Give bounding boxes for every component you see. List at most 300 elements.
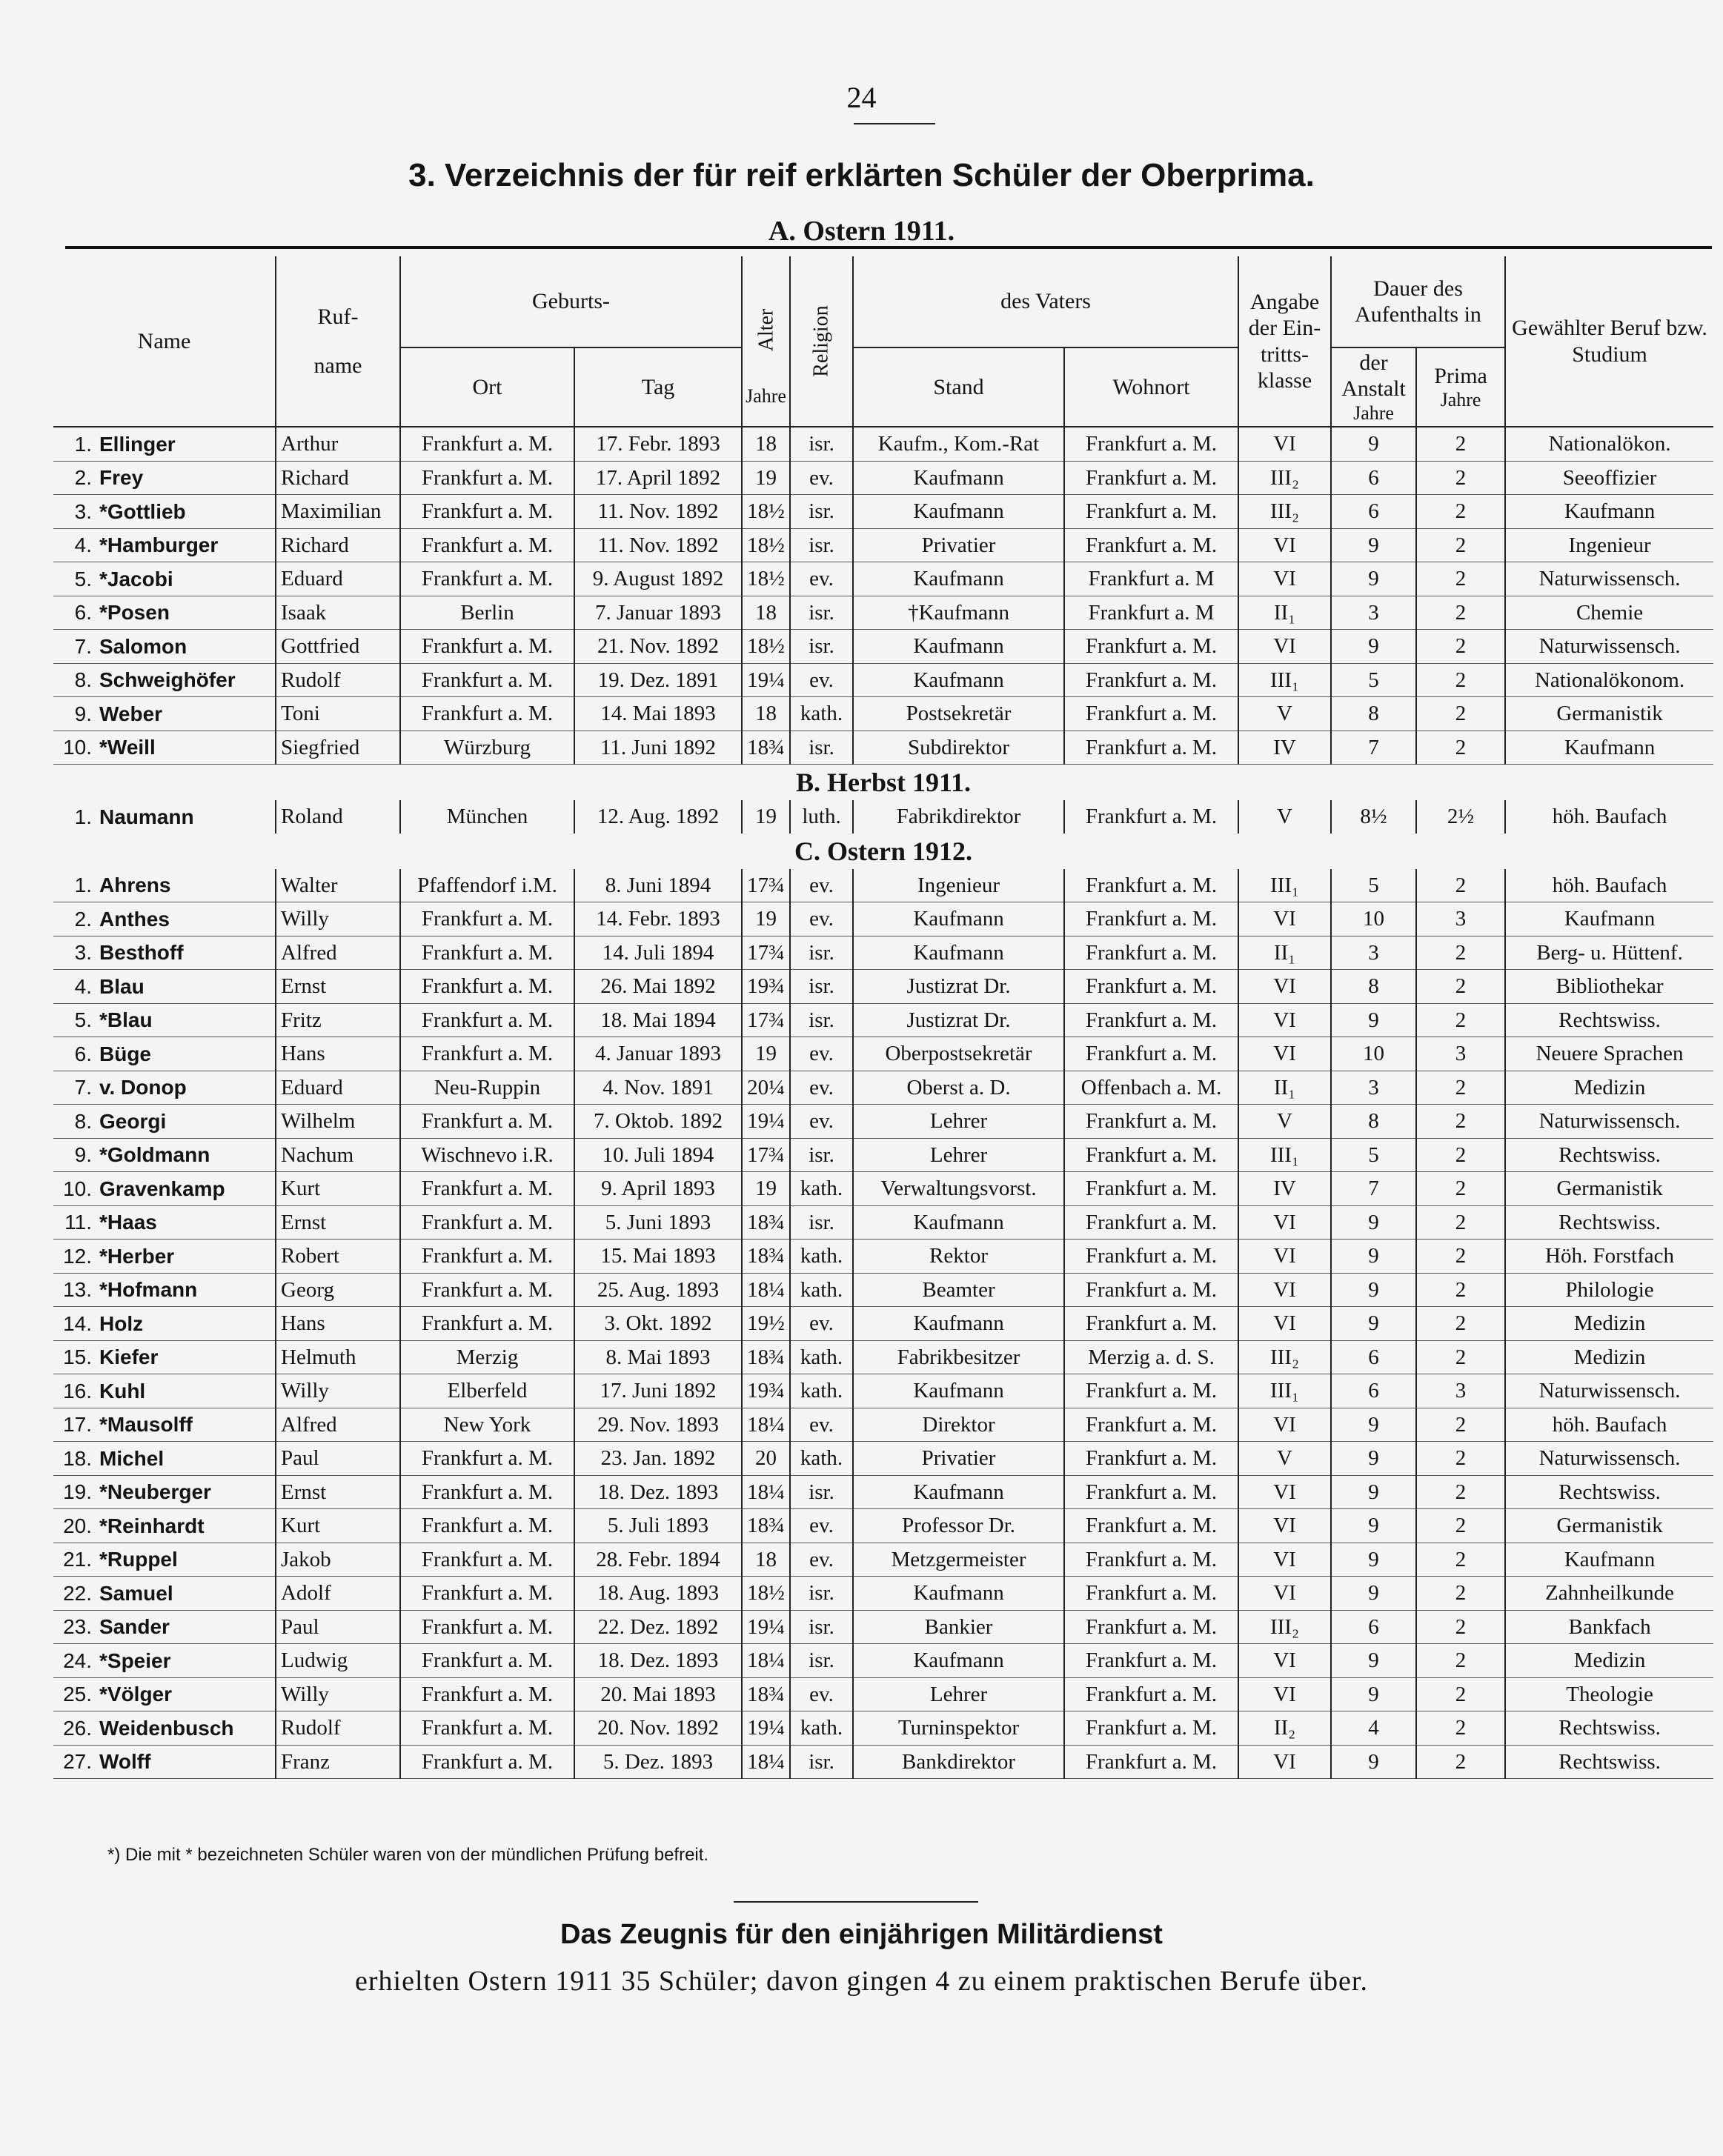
chosen-career: Nationalökon. [1505, 427, 1713, 461]
father-residence: Frankfurt a. M. [1064, 1644, 1238, 1678]
table-row [53, 1071, 1713, 1105]
rufname: Ernst [276, 1475, 400, 1509]
age: 18¾ [742, 731, 790, 765]
row-number: 1. [74, 432, 92, 456]
age: 18½ [742, 495, 790, 529]
student-surname: *Herber [99, 1244, 175, 1268]
header-anstalt-jahre: Jahre [1353, 402, 1394, 424]
birth-place: Frankfurt a. M. [400, 1711, 574, 1746]
age: 19¼ [742, 1610, 790, 1644]
row-number: 5. [74, 1008, 92, 1032]
entry-class: III₂ [1238, 461, 1331, 495]
father-residence: Frankfurt a. M. [1064, 1003, 1238, 1037]
birth-date: 10. Juli 1894 [574, 1138, 742, 1172]
years-in-prima: 2 [1416, 1273, 1505, 1307]
rufname: Rudolf [276, 663, 400, 697]
father-occupation: Lehrer [853, 1677, 1064, 1711]
chosen-career: Seeoffizier [1505, 461, 1713, 495]
birth-date: 17. April 1892 [574, 461, 742, 495]
birth-date: 23. Jan. 1892 [574, 1442, 742, 1476]
rufname: Jakob [276, 1543, 400, 1577]
father-residence: Frankfurt a. M. [1064, 1307, 1238, 1341]
title-rule [65, 246, 1712, 249]
father-residence: Frankfurt a. M. [1064, 1138, 1238, 1172]
zeugnis-text: erhielten Ostern 1911 35 Schüler; davon gingen 4 zu einem praktischen Berufe über. [355, 1966, 1368, 1997]
birth-date: 5. Juli 1893 [574, 1509, 742, 1543]
student-surname: *Ruppel [99, 1548, 178, 1571]
rufname: Roland [276, 800, 400, 834]
father-occupation: Kaufm., Kom.-Rat [853, 427, 1064, 461]
student-name [53, 630, 276, 664]
section-a-rows [53, 427, 1713, 765]
row-number: 7. [74, 634, 92, 658]
years-in-prima: 2 [1416, 697, 1505, 731]
student-name [53, 1037, 276, 1071]
birth-place: Würzburg [400, 731, 574, 765]
student-surname: *Mausolff [99, 1413, 193, 1437]
religion: isr. [790, 630, 853, 664]
rufname: Robert [276, 1240, 400, 1274]
rufname: Alfred [276, 936, 400, 970]
section-a-heading: A. Ostern 1911. [768, 216, 955, 247]
father-occupation: Kaufmann [853, 936, 1064, 970]
birth-date: 11. Nov. 1892 [574, 495, 742, 529]
father-occupation: Kaufmann [853, 1205, 1064, 1240]
entry-class: VI [1238, 1475, 1331, 1509]
father-occupation: Kaufmann [853, 663, 1064, 697]
years-at-school: 8½ [1331, 800, 1416, 834]
entry-class: VI [1238, 1644, 1331, 1678]
age: 19¼ [742, 1711, 790, 1746]
table-row [53, 970, 1713, 1004]
chosen-career: Medizin [1505, 1071, 1713, 1105]
father-occupation: Kaufmann [853, 461, 1064, 495]
entry-class: VI [1238, 1240, 1331, 1274]
years-in-prima: 2 [1416, 630, 1505, 664]
table-row [53, 1172, 1713, 1206]
father-residence: Frankfurt a. M. [1064, 1677, 1238, 1711]
age: 18½ [742, 1577, 790, 1611]
chosen-career: Rechtswiss. [1505, 1711, 1713, 1746]
header-alter-label: Alter [754, 308, 777, 352]
father-residence: Frankfurt a. M. [1064, 970, 1238, 1004]
years-in-prima: 2 [1416, 1205, 1505, 1240]
rufname: Willy [276, 902, 400, 936]
student-name [53, 562, 276, 596]
father-residence: Frankfurt a. M [1064, 562, 1238, 596]
father-occupation: Fabrikdirektor [853, 800, 1064, 834]
rufname: Hans [276, 1307, 400, 1341]
years-at-school: 6 [1331, 461, 1416, 495]
birth-date: 11. Nov. 1892 [574, 528, 742, 562]
row-number: 2. [74, 907, 92, 931]
row-number: 15. [63, 1345, 92, 1369]
father-occupation: Justizrat Dr. [853, 1003, 1064, 1037]
father-residence: Frankfurt a. M. [1064, 936, 1238, 970]
entry-class: VI [1238, 1543, 1331, 1577]
row-number: 4. [74, 533, 92, 557]
years-in-prima: 2 [1416, 663, 1505, 697]
row-number: 11. [64, 1211, 92, 1234]
birth-date: 20. Mai 1893 [574, 1677, 742, 1711]
header-beruf: Gewählter Beruf bzw. Studium [1505, 256, 1713, 427]
chosen-career: Neuere Sprachen [1505, 1037, 1713, 1071]
row-number: 20. [63, 1514, 92, 1537]
chosen-career: Bankfach [1505, 1610, 1713, 1644]
age: 18½ [742, 630, 790, 664]
father-residence: Frankfurt a. M. [1064, 731, 1238, 765]
row-number: 12. [63, 1244, 92, 1268]
years-at-school: 9 [1331, 427, 1416, 461]
father-residence: Merzig a. d. S. [1064, 1340, 1238, 1374]
religion: ev. [790, 902, 853, 936]
birth-date: 18. Mai 1894 [574, 1003, 742, 1037]
student-name [53, 902, 276, 936]
entry-class: II₂ [1238, 1711, 1331, 1746]
birth-place: Frankfurt a. M. [400, 936, 574, 970]
table-row [53, 1138, 1713, 1172]
rufname: Rudolf [276, 1711, 400, 1746]
rufname: Ernst [276, 1205, 400, 1240]
entry-class: II₁ [1238, 596, 1331, 630]
chosen-career: Rechtswiss. [1505, 1475, 1713, 1509]
student-name [53, 936, 276, 970]
years-in-prima: 3 [1416, 1037, 1505, 1071]
student-surname: *Haas [99, 1211, 157, 1234]
birth-place: Frankfurt a. M. [400, 1105, 574, 1139]
rufname: Hans [276, 1037, 400, 1071]
rufname: Eduard [276, 1071, 400, 1105]
entry-class: VI [1238, 970, 1331, 1004]
table-row [53, 936, 1713, 970]
entry-class: VI [1238, 562, 1331, 596]
row-number: 7. [74, 1076, 92, 1099]
birth-date: 19. Dez. 1891 [574, 663, 742, 697]
birth-date: 14. Febr. 1893 [574, 902, 742, 936]
father-occupation: Bankier [853, 1610, 1064, 1644]
section-c [53, 834, 1713, 869]
row-number: 5. [74, 567, 92, 590]
age: 19 [742, 902, 790, 936]
student-name [53, 1442, 276, 1476]
years-at-school: 9 [1331, 1408, 1416, 1442]
row-number: 18. [63, 1446, 92, 1470]
birth-date: 7. Oktob. 1892 [574, 1105, 742, 1139]
years-in-prima: 2 [1416, 596, 1505, 630]
father-residence: Frankfurt a. M. [1064, 1374, 1238, 1408]
student-name [53, 663, 276, 697]
years-at-school: 8 [1331, 697, 1416, 731]
student-name [53, 1408, 276, 1442]
birth-place: Merzig [400, 1340, 574, 1374]
chosen-career: Kaufmann [1505, 1543, 1713, 1577]
student-name [53, 1509, 276, 1543]
student-name [53, 1711, 276, 1746]
rufname: Eduard [276, 562, 400, 596]
years-in-prima: 2 [1416, 869, 1505, 902]
entry-class: VI [1238, 1205, 1331, 1240]
rufname: Ernst [276, 970, 400, 1004]
birth-date: 18. Dez. 1893 [574, 1644, 742, 1678]
religion: ev. [790, 1105, 853, 1139]
religion: ev. [790, 461, 853, 495]
birth-date: 17. Juni 1892 [574, 1374, 742, 1408]
chosen-career: Germanistik [1505, 697, 1713, 731]
chosen-career: höh. Baufach [1505, 869, 1713, 902]
student-surname: Ellinger [99, 432, 176, 456]
table-row [53, 1475, 1713, 1509]
age: 18 [742, 596, 790, 630]
student-surname: v. Donop [99, 1076, 187, 1099]
years-in-prima: 2 [1416, 1071, 1505, 1105]
chosen-career: Höh. Forstfach [1505, 1240, 1713, 1274]
chosen-career: Medizin [1505, 1340, 1713, 1374]
age: 18½ [742, 528, 790, 562]
table-row [53, 1240, 1713, 1274]
father-occupation: Kaufmann [853, 630, 1064, 664]
years-at-school: 3 [1331, 1071, 1416, 1105]
father-residence: Frankfurt a. M. [1064, 1205, 1238, 1240]
entry-class: IV [1238, 1172, 1331, 1206]
birth-place: Frankfurt a. M. [400, 970, 574, 1004]
religion: isr. [790, 970, 853, 1004]
religion: ev. [790, 1509, 853, 1543]
row-number: 1. [74, 874, 92, 897]
student-surname: *Völger [99, 1683, 173, 1706]
age: 17¾ [742, 1138, 790, 1172]
table-row [53, 697, 1713, 731]
student-surname: Ahrens [99, 874, 171, 897]
years-in-prima: 2 [1416, 1340, 1505, 1374]
rufname: Paul [276, 1442, 400, 1476]
father-occupation: Turninspektor [853, 1711, 1064, 1746]
entry-class: VI [1238, 902, 1331, 936]
student-name [53, 1340, 276, 1374]
entry-class: VI [1238, 1003, 1331, 1037]
zeugnis-title: Das Zeugnis für den einjährigen Militärdienst [560, 1919, 1163, 1950]
table-row [53, 1273, 1713, 1307]
student-surname: *Hamburger [99, 533, 219, 557]
row-number: 6. [74, 1042, 92, 1065]
years-in-prima: 2 [1416, 1711, 1505, 1746]
entry-class: III₂ [1238, 495, 1331, 529]
row-number: 4. [74, 974, 92, 998]
years-at-school: 3 [1331, 936, 1416, 970]
student-surname: Kiefer [99, 1345, 159, 1369]
religion: isr. [790, 1610, 853, 1644]
religion: isr. [790, 528, 853, 562]
rufname: Gottfried [276, 630, 400, 664]
student-surname: Holz [99, 1311, 144, 1335]
years-at-school: 7 [1331, 731, 1416, 765]
father-residence: Frankfurt a. M. [1064, 1610, 1238, 1644]
header-name: Name [53, 256, 276, 427]
row-number: 9. [74, 1143, 92, 1167]
father-occupation: Oberpostsekretär [853, 1037, 1064, 1071]
birth-place: Frankfurt a. M. [400, 663, 574, 697]
years-in-prima: 3 [1416, 1374, 1505, 1408]
student-name [53, 1205, 276, 1240]
rufname: Arthur [276, 427, 400, 461]
religion: ev. [790, 1071, 853, 1105]
age: 19½ [742, 1307, 790, 1341]
table-row [53, 495, 1713, 529]
father-occupation: Subdirektor [853, 731, 1064, 765]
rufname: Wilhelm [276, 1105, 400, 1139]
student-surname: Büge [99, 1042, 151, 1065]
student-name [53, 528, 276, 562]
birth-date: 4. Januar 1893 [574, 1037, 742, 1071]
rufname: Paul [276, 1610, 400, 1644]
row-number: 22. [63, 1581, 92, 1605]
years-in-prima: 2 [1416, 461, 1505, 495]
birth-place: Frankfurt a. M. [400, 495, 574, 529]
student-name [53, 1307, 276, 1341]
religion: isr. [790, 1003, 853, 1037]
student-surname: Kuhl [99, 1379, 146, 1403]
entry-class: VI [1238, 1273, 1331, 1307]
years-in-prima: 2 [1416, 1610, 1505, 1644]
entry-class: III₁ [1238, 869, 1331, 902]
birth-date: 17. Febr. 1893 [574, 427, 742, 461]
age: 18¼ [742, 1475, 790, 1509]
age: 19¾ [742, 1374, 790, 1408]
years-at-school: 9 [1331, 1644, 1416, 1678]
years-at-school: 9 [1331, 1677, 1416, 1711]
birth-place: Frankfurt a. M. [400, 528, 574, 562]
birth-date: 5. Dez. 1893 [574, 1745, 742, 1779]
table-row [53, 1577, 1713, 1611]
student-name [53, 495, 276, 529]
chosen-career: höh. Baufach [1552, 805, 1667, 829]
years-at-school: 9 [1331, 1543, 1416, 1577]
table-row [53, 562, 1713, 596]
birth-place: New York [400, 1408, 574, 1442]
birth-place: Frankfurt a. M. [400, 1644, 574, 1678]
age: 18¼ [742, 1408, 790, 1442]
father-occupation: Kaufmann [853, 1374, 1064, 1408]
rufname: Richard [276, 461, 400, 495]
entry-class: III₁ [1238, 1374, 1331, 1408]
years-in-prima: 2 [1416, 1577, 1505, 1611]
row-number: 17. [63, 1413, 92, 1437]
birth-place: Frankfurt a. M. [400, 1037, 574, 1071]
header-stand: Stand [853, 347, 1064, 427]
father-occupation: Bankdirektor [853, 1745, 1064, 1779]
page-number: 24 [846, 81, 877, 114]
years-in-prima: 2 [1416, 1240, 1505, 1274]
student-surname: Georgi [99, 1109, 167, 1133]
table-row [53, 1037, 1713, 1071]
birth-date: 3. Okt. 1892 [574, 1307, 742, 1341]
years-at-school: 7 [1331, 1172, 1416, 1206]
section-b-heading: B. Herbst 1911. [796, 768, 972, 798]
student-surname: Blau [99, 974, 145, 998]
rufname: Toni [276, 697, 400, 731]
years-in-prima: 2 [1416, 427, 1505, 461]
father-occupation: Ingenieur [853, 869, 1064, 902]
birth-place: Frankfurt a. M. [400, 1273, 574, 1307]
table-row [53, 1340, 1713, 1374]
student-surname: Gravenkamp [99, 1177, 225, 1200]
father-residence: Frankfurt a. M. [1064, 1037, 1238, 1071]
father-occupation: Professor Dr. [853, 1509, 1064, 1543]
header-anstalt [1331, 347, 1416, 427]
father-residence: Frankfurt a. M. [1064, 528, 1238, 562]
birth-place: Frankfurt a. M. [400, 1475, 574, 1509]
chosen-career: Naturwissensch. [1505, 562, 1713, 596]
row-number: 24. [63, 1648, 92, 1672]
entry-class: VI [1238, 1577, 1331, 1611]
student-name [53, 1577, 276, 1611]
religion: ev. [790, 1037, 853, 1071]
birth-date: 29. Nov. 1893 [574, 1408, 742, 1442]
chosen-career: höh. Baufach [1505, 1408, 1713, 1442]
rufname: Alfred [276, 1408, 400, 1442]
header-prima-jahre: Jahre [1440, 389, 1481, 411]
years-at-school: 5 [1331, 663, 1416, 697]
birth-place: Pfaffendorf i.M. [400, 869, 574, 902]
table-row [53, 1442, 1713, 1476]
father-occupation: Beamter [853, 1273, 1064, 1307]
table-row [53, 1644, 1713, 1678]
table-row [53, 1307, 1713, 1341]
student-surname: Besthoff [99, 941, 184, 965]
years-at-school: 6 [1331, 1374, 1416, 1408]
birth-place: Frankfurt a. M. [400, 1172, 574, 1206]
student-name [53, 1003, 276, 1037]
rufname: Willy [276, 1374, 400, 1408]
rufname: Helmuth [276, 1340, 400, 1374]
section-b-rows [53, 800, 1713, 834]
graduates-table [53, 256, 1713, 1779]
birth-date: 20. Nov. 1892 [574, 1711, 742, 1746]
rufname: Adolf [276, 1577, 400, 1611]
header-angabe: Angabe der Ein-tritts-klasse [1238, 256, 1331, 427]
age: 19¾ [742, 970, 790, 1004]
birth-date: 28. Febr. 1894 [574, 1543, 742, 1577]
birth-place: Wischnevo i.R. [400, 1138, 574, 1172]
entry-class: III₁ [1238, 1138, 1331, 1172]
header-rufname-2: name [313, 353, 362, 378]
table-row [53, 731, 1713, 765]
birth-place: Frankfurt a. M. [400, 1240, 574, 1274]
page-title: 3. Verzeichnis der für reif erklärten Schüler der Oberprima. [408, 157, 1315, 193]
student-surname: *Posen [99, 601, 170, 625]
years-at-school: 9 [1331, 1273, 1416, 1307]
birth-date: 9. April 1893 [574, 1172, 742, 1206]
chosen-career: Germanistik [1505, 1172, 1713, 1206]
header-religion-label: Religion [810, 305, 834, 377]
student-surname: Salomon [99, 634, 187, 658]
birth-date: 26. Mai 1892 [574, 970, 742, 1004]
father-residence: Frankfurt a. M. [1064, 800, 1238, 834]
rufname: Fritz [276, 1003, 400, 1037]
father-occupation: †Kaufmann [853, 596, 1064, 630]
entry-class: IV [1238, 731, 1331, 765]
rufname: Franz [276, 1745, 400, 1779]
chosen-career: Medizin [1505, 1307, 1713, 1341]
years-in-prima: 2 [1416, 1509, 1505, 1543]
chosen-career: Kaufmann [1505, 731, 1713, 765]
father-occupation: Privatier [853, 1442, 1064, 1476]
birth-place: Berlin [400, 596, 574, 630]
chosen-career: Rechtswiss. [1505, 1205, 1713, 1240]
birth-date: 18. Dez. 1893 [574, 1475, 742, 1509]
rufname: Siegfried [276, 731, 400, 765]
rufname: Walter [276, 869, 400, 902]
birth-place: Frankfurt a. M. [400, 1307, 574, 1341]
